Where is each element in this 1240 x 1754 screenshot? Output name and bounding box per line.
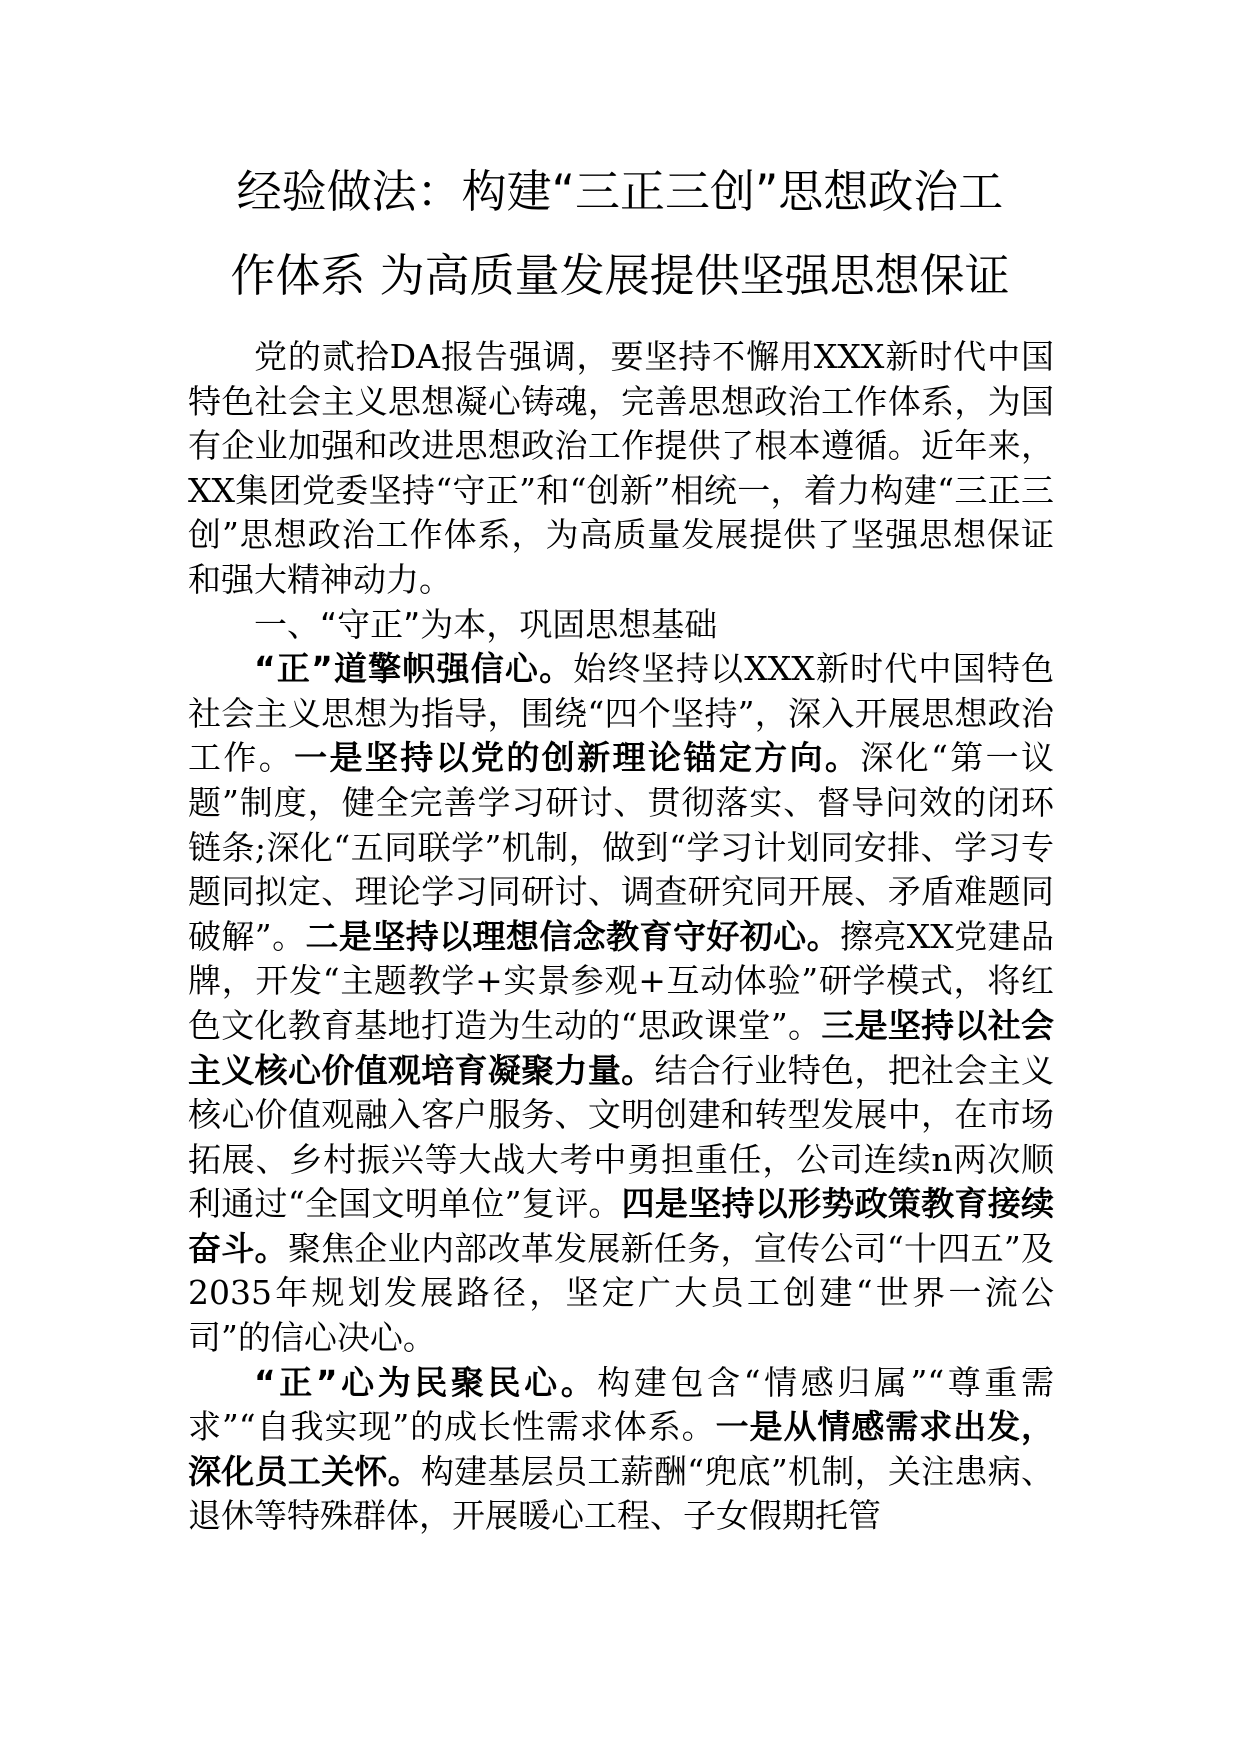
- bold-lead: “正”心为民聚民心。: [254, 1362, 598, 1402]
- paragraph-text: 结合行业特色，把社会主义核心价值观融入客户服务、文明创建和转型发展中，在市场拓展、乡村振兴等大战大考中勇担重任，公司连续n两次顺利通过“全国文明单位”复评。: [188, 1050, 1055, 1224]
- bold-point-3: 三是坚持以社会主义核心价值观培育凝聚力量。: [188, 1005, 1055, 1090]
- paragraph-zhengxin: [188, 1361, 1054, 1539]
- paragraph-text: 擦亮XX党建品牌，开发“主题教学+实景参观+互动体验”研学模式，将红色文化教育基地打造为生动的“思政课堂”。: [188, 916, 1054, 1045]
- section-heading-1: 一、“守正”为本，巩固思想基础: [254, 604, 718, 644]
- paragraph-text: 聚焦企业内部改革发展新任务，宣传公司“十四五”及2035年规划发展路径，坚定广大员工创建“世界一流公司”的信心决心。: [188, 1228, 1054, 1358]
- bold-point-1: 一是从情感需求出发，深化员工关怀。: [188, 1407, 1054, 1491]
- paragraph-text: 深化“第一议题”制度，健全完善学习研讨、贯彻落实、督导问效的闭环链条;深化“五同联学”机制，做到“学习计划同安排、学习专题同拟定、理论学习同研讨、调查研究同开展、矛盾难题同破解”。: [188, 738, 1055, 956]
- bold-point-4: 四是坚持以形势政策教育接续奋斗。: [188, 1184, 1055, 1268]
- document-title: [150, 150, 1090, 318]
- title-line-2: 作体系 为高质量发展提供坚强思想保证: [230, 249, 1010, 302]
- intro-paragraph: 党的贰拾DA报告强调，要坚持不懈用XXX新时代中国特色社会主义思想凝心铸魂，完善思想政治工作体系，为国有企业加强和改进思想政治工作提供了根本遵循。近年来，XX集团党委坚持“守正”和“创新”相统一，着力构建“三正三创”思想政治工作体系，为高质量发展提供了坚强思想保证和强大精神动力。: [188, 337, 1054, 599]
- bold-point-1: 一是坚持以党的创新理论锚定方向。: [294, 738, 861, 778]
- paragraph-text: 构建包含“情感归属”“尊重需求”“自我实现”的成长性需求体系。: [188, 1362, 1054, 1447]
- bold-point-2: 二是坚持以理想信念教育守好初心。: [305, 916, 840, 956]
- title-line-1: 经验做法：构建“三正三创”思想政治工: [236, 165, 1004, 218]
- paragraph-text: 始终坚持以XXX新时代中国特色社会主义思想为指导，围绕“四个坚持”，深入开展思想政治工作。: [188, 649, 1054, 778]
- bold-lead: “正”道擎帜强信心。: [254, 649, 574, 689]
- paragraph-zhengdao: [188, 647, 1054, 1361]
- paragraph-text: 构建基层员工薪酬“兜底”机制，关注患病、退休等特殊群体，开展暖心工程、子女假期托管: [188, 1451, 1054, 1536]
- document-body: [188, 335, 1054, 1539]
